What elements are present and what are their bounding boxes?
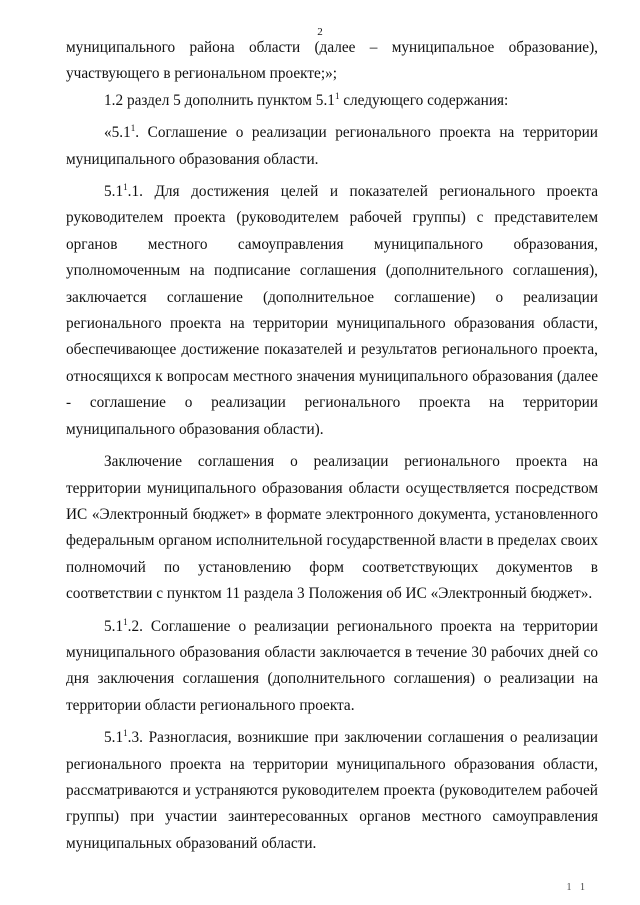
paragraph-text: «5.1	[104, 124, 131, 142]
paragraph-text: 1.2 раздел 5 дополнить пунктом 5.1	[104, 91, 335, 109]
paragraph-text: муниципального района области (далее – муниципальное образование), участвующего в региональном проекте;»;	[66, 39, 598, 83]
paragraph-text: . Соглашение о реализации регионального проекта на территории муниципального образования области.	[66, 124, 598, 168]
superscript: 1	[334, 90, 340, 101]
paragraph-text: 5.1	[104, 729, 124, 747]
document-body	[66, 35, 598, 857]
footer-mark: 1 1	[566, 882, 588, 893]
paragraph-text: следующего содержания:	[339, 91, 509, 109]
paragraph-text: .2. Соглашение о реализации регионального проекта на территории муниципального образования области заключается в течение 30 рабочих дней со дня заключения соглашения (дополнительного соглашения) о реализации на территории области регионального проекта.	[66, 617, 598, 714]
paragraph-text: 5.1	[104, 183, 124, 201]
paragraph-clause-1-conclusion	[66, 449, 598, 607]
paragraph-text: 5.1	[104, 617, 124, 635]
paragraph-amendment-intro	[66, 88, 598, 114]
paragraph-text: .3. Разногласия, возникшие при заключении соглашения о реализации регионального проекта на территории муниципального образования области, рассматриваются и устраняются руководителем проекта (руководителем рабочей группы) при участии заинтересованных органов местного самоуправления муниципальных образований области.	[66, 729, 598, 852]
paragraph-clause-3	[66, 725, 598, 857]
paragraph-clause-2	[66, 614, 598, 720]
page-number: 2	[317, 26, 323, 38]
superscript: 1	[130, 123, 136, 134]
paragraph-clause-1	[66, 179, 598, 443]
superscript: 1	[123, 182, 128, 193]
paragraph-continuation	[66, 35, 598, 88]
paragraph-text: Заключение соглашения о реализации регионального проекта на территории муниципального образования области осуществляется посредством ИС «Электронный бюджет» в формате электронного документа, установленного федеральным органом исполнительной государственной власти в пределах своих полномочий по установлению форм соответствующих документов в соответствии с пунктом 11 раздела 3 Положения об ИС «Электронный бюджет».	[66, 453, 598, 603]
superscript: 1	[123, 728, 128, 739]
paragraph-text: .1. Для достижения целей и показателей регионального проекта руководителем проекта (руководителем рабочей группы) с представителем органов местного самоуправления муниципального образования, уполномоченным на подписание соглашения (дополнительного соглашения), заключается соглашение (дополнительное соглашение) о реализации регионального проекта на территории муниципального образования области, обеспечивающее достижение показателей и результатов регионального проекта, относящихся к вопросам местного значения муниципального образования (далее - соглашение о реализации регионального проекта на территории муниципального образования области).	[66, 183, 598, 438]
superscript: 1	[123, 616, 128, 627]
paragraph-section-heading	[66, 120, 598, 173]
